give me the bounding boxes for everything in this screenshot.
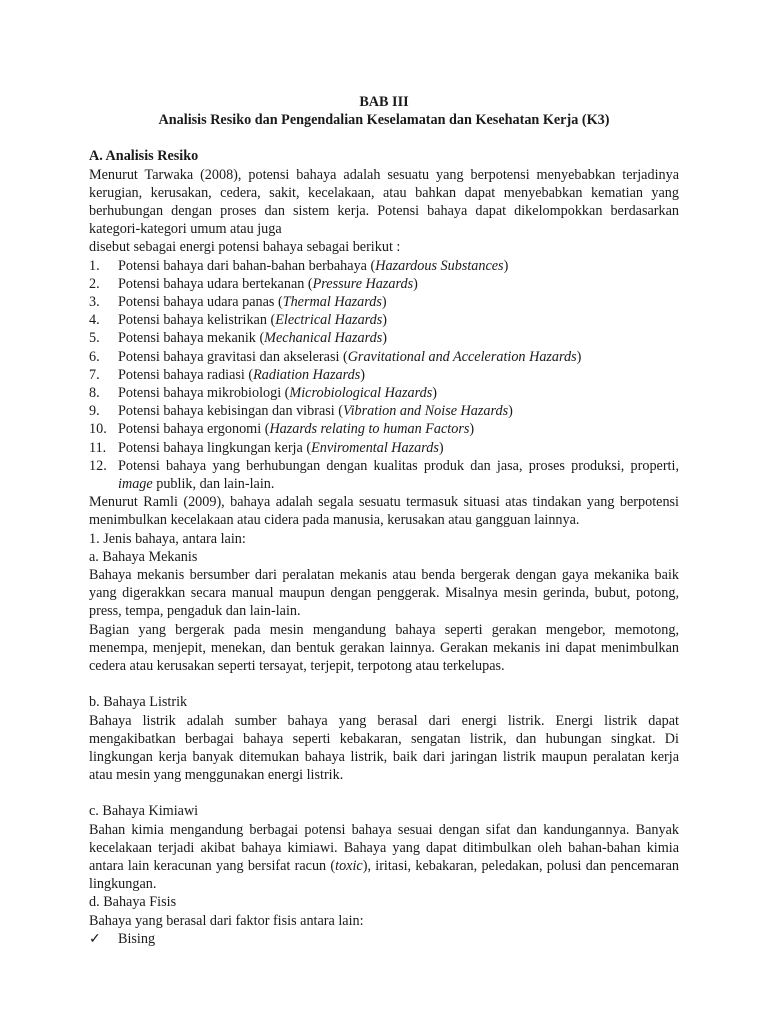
mekanis-paragraph-1: Bahaya mekanis bersumber dari peralatan mekanis atau benda bergerak dengan gaya mekanika baik yang digerakkan secara manual maupun dengan penggerak. Misalnya mesin gerinda, bubut, potong, press, tempa, pengaduk dan lain-lain. <box>89 567 679 620</box>
fisis-paragraph: Bahaya yang berasal dari faktor fisis antara lain: <box>89 912 364 929</box>
list-close: ) <box>432 385 437 402</box>
kimiawi-paragraph <box>89 821 679 894</box>
list-term: Enviromental Hazards <box>311 439 439 456</box>
list-item <box>89 329 679 347</box>
list-term: Electrical Hazards <box>275 312 383 329</box>
list-number: 1. <box>89 257 100 274</box>
kimiawi-heading: c. Bahaya Kimiawi <box>89 803 199 820</box>
list-number: 11. <box>89 439 107 456</box>
list-item <box>89 293 679 311</box>
list-text: Potensi bahaya radiasi ( <box>118 366 254 383</box>
spacer <box>89 675 679 693</box>
check-item-label: Bising <box>118 930 156 947</box>
list-text: Potensi bahaya kebisingan dan vibrasi ( <box>118 403 343 420</box>
list-number: 9. <box>89 403 100 420</box>
list-number: 5. <box>89 330 100 347</box>
listrik-heading: b. Bahaya Listrik <box>89 694 188 711</box>
list-text: Potensi bahaya udara bertekanan ( <box>118 275 313 292</box>
list-close: ) <box>382 312 388 329</box>
list-term: Hazardous Substances <box>375 257 504 274</box>
list-item <box>89 311 679 329</box>
list-term: Radiation Hazards <box>253 366 361 383</box>
list-term: Thermal Hazards <box>282 294 382 311</box>
mekanis-heading: a. Bahaya Mekanis <box>89 548 198 565</box>
list-number: 8. <box>89 385 100 402</box>
list-close: ) <box>360 366 365 383</box>
list-item <box>89 366 679 384</box>
list-text: Potensi bahaya mikrobiologi ( <box>118 385 290 402</box>
kimiawi-term: toxic <box>335 857 363 874</box>
list-number: 2. <box>89 275 100 292</box>
list-term: Vibration and Noise Hazards <box>342 403 509 420</box>
spacer <box>89 784 679 802</box>
list-number: 6. <box>89 348 100 365</box>
list-text: Potensi bahaya mekanik ( <box>118 330 265 347</box>
list-item <box>89 275 679 293</box>
list-text: Potensi bahaya lingkungan kerja ( <box>118 439 312 456</box>
list-close: ) <box>469 421 475 438</box>
kimiawi-text-a: Bahan kimia mengandung berbagai potensi bahaya sesuai dengan sifat dan kandungannya. Banyak kecelakaan terjadi akibat bahaya kimiawi. Bahaya yang dapat ditimbulkan oleh bahan-bahan kimia antara lain keracunan yang bersifat racun ( <box>89 821 679 874</box>
section-heading-analisis-resiko: A. Analisis Resiko <box>89 148 199 165</box>
document-body <box>89 93 679 948</box>
list-text: Potensi bahaya dari bahan-bahan berbahaya ( <box>118 257 376 274</box>
listrik-paragraph: Bahaya listrik adalah sumber bahaya yang berasal dari energi listrik. Energi listrik dapat mengakibatkan berbagai bahaya seperti kebakaran, sengatan listrik, dan hubungan singkat. Di lingkungan kerja banyak ditemukan bahaya listrik, baik dari jaringan listrik maupun peralatan kerja atau mesin yang menggunakan energi listrik. <box>89 712 679 784</box>
check-icon: ✓ <box>89 930 101 947</box>
list-item <box>89 439 679 457</box>
list-close: ) <box>382 330 387 347</box>
list-number: 12. <box>89 457 107 474</box>
list-text: Potensi bahaya yang berhubungan dengan kualitas produk dan jasa, proses produksi, properti, <box>118 457 679 474</box>
list-term: Microbiological Hazards <box>289 385 433 402</box>
list-number: 3. <box>89 294 100 311</box>
list-number: 4. <box>89 312 100 329</box>
mekanis-paragraph-2: Bagian yang bergerak pada mesin mengandung bahaya seperti gerakan mengebor, memotong, menempa, menjepit, menekan, dan bentuk gerakan lainnya. Gerakan mekanis ini dapat menimbulkan cedera atau kerusakan seperti tersayat, terjepit, terpotong atau terkelupas. <box>89 621 679 675</box>
check-item <box>89 930 679 948</box>
hazard-list <box>89 257 679 494</box>
list-item <box>89 420 679 438</box>
list-term: image <box>118 476 153 493</box>
chapter-subtitle: Analisis Resiko dan Pengendalian Keselamatan dan Kesehatan Kerja (K3) <box>158 112 610 129</box>
types-heading: 1. Jenis bahaya, antara lain: <box>89 530 246 547</box>
chapter-title: BAB III <box>359 94 409 110</box>
list-close: ) <box>508 403 513 420</box>
fisis-heading: d. Bahaya Fisis <box>89 894 177 911</box>
list-item <box>89 348 679 366</box>
kimiawi-text-b: ), iritasi, kebakaran, peledakan, polusi dan pencemaran lingkungan. <box>89 857 679 893</box>
list-text: Potensi bahaya kelistrikan ( <box>118 312 276 329</box>
intro-paragraph: Menurut Tarwaka (2008), potensi bahaya adalah sesuatu yang berpotensi menyebabkan terjadinya kerugian, kerusakan, cedera, sakit, kecelakaan, atau bahkan dapat menyebabkan kematian yang berhubungan dengan proses dan sistem kerja. Potensi bahaya dapat dikelompokkan berdasarkan kategori-kategori umum atau juga <box>89 166 679 238</box>
list-close: ) <box>413 275 418 292</box>
list-text: Potensi bahaya udara panas ( <box>118 294 283 311</box>
list-close: ) <box>576 348 582 365</box>
list-text: Potensi bahaya gravitasi dan akselerasi ( <box>118 348 348 365</box>
list-rest: publik, dan lain-lain. <box>152 476 275 493</box>
list-item <box>89 257 679 275</box>
list-item <box>89 457 679 493</box>
ramli-paragraph: Menurut Ramli (2009), bahaya adalah segala sesuatu termasuk situasi atas tindakan yang berpotensi menimbulkan kecelakaan atau cidera pada manusia, kerusakan atau gangguan lainnya. <box>89 494 679 529</box>
list-number: 7. <box>89 366 100 383</box>
list-number: 10. <box>89 421 107 438</box>
list-text: Potensi bahaya ergonomi ( <box>118 421 270 438</box>
list-term: Gravitational and Acceleration Hazards <box>347 348 577 365</box>
list-close: ) <box>438 439 444 456</box>
list-item <box>89 402 679 420</box>
list-close: ) <box>381 294 387 311</box>
list-term: Pressure Hazards <box>312 275 414 292</box>
list-close: ) <box>503 257 509 274</box>
list-intro: disebut sebagai energi potensi bahaya sebagai berikut : <box>89 239 401 256</box>
list-term: Hazards relating to human Factors <box>269 421 470 438</box>
list-term: Mechanical Hazards <box>264 330 383 347</box>
list-item <box>89 384 679 402</box>
